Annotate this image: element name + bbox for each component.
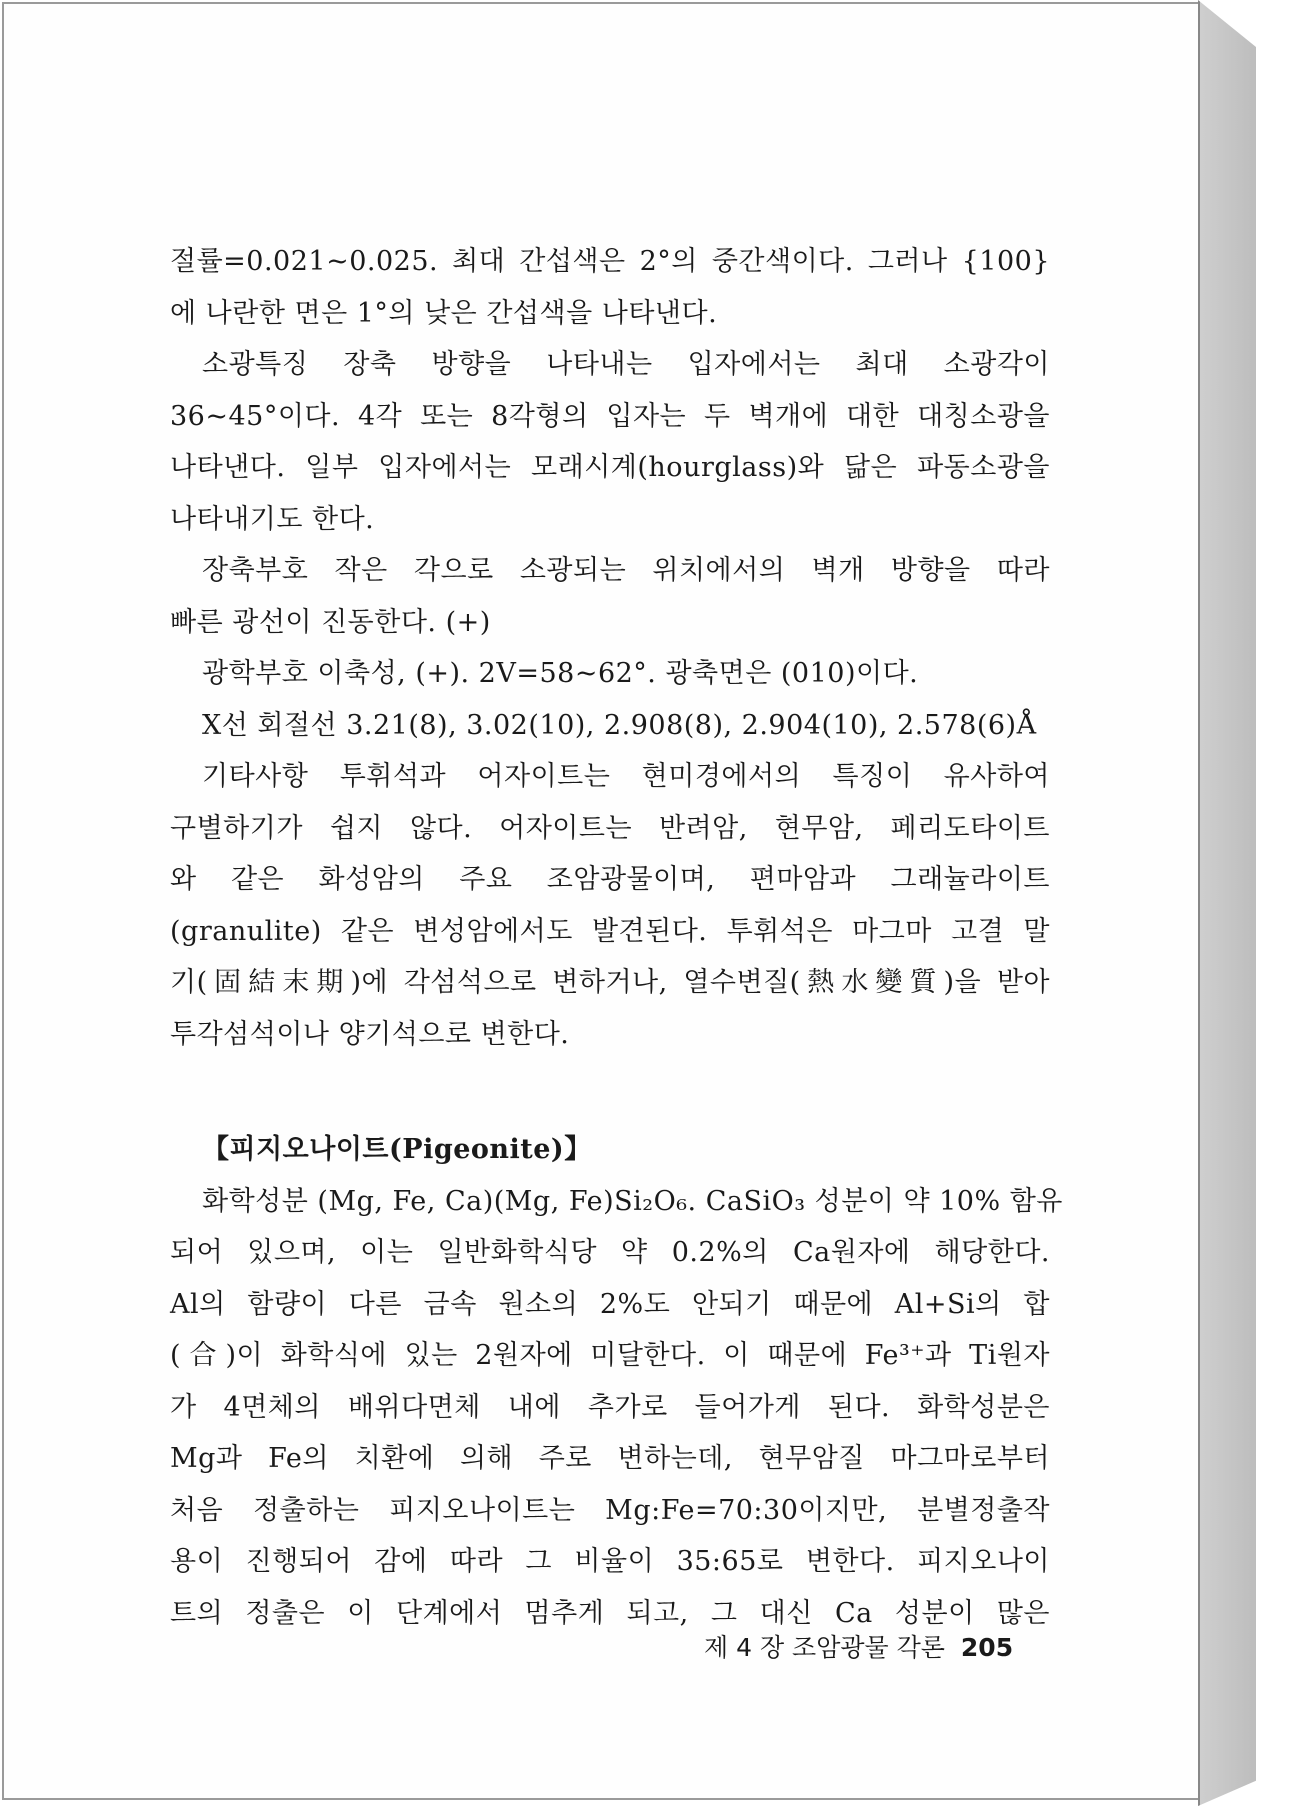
text-line: 소광특징 장축 방향을 나타내는 입자에서는 최대 소광각이 bbox=[202, 349, 1050, 380]
text-line: 빠른 광선이 진동한다. (+) bbox=[170, 606, 491, 638]
page-footer bbox=[704, 1628, 1013, 1664]
text-line: X선 회절선 3.21(8), 3.02(10), 2.908(8), 2.904(10), 2.578(6)Å bbox=[202, 709, 1037, 741]
text-line: 트의 정출은 이 단계에서 멈추게 되고, 그 대신 Ca 성분이 많은 bbox=[170, 1597, 1050, 1629]
text-line: 투각섬석이나 양기석으로 변한다. bbox=[170, 1018, 570, 1050]
text-line: 나타낸다. 일부 입자에서는 모래시계(hourglass)와 닮은 파동소광을 bbox=[170, 452, 1050, 483]
text-line: (granulite) 같은 변성암에서도 발견된다. 투휘석은 마그마 고결 말 bbox=[170, 915, 1050, 947]
text-line: 기(固結末期)에 각섬석으로 변하거나, 열수변질(熱水變質)을 받아 bbox=[170, 967, 1050, 998]
text-line: 광학부호 이축성, (+). 2V=58~62°. 광축면은 (010)이다. bbox=[202, 658, 919, 689]
text-line: 화학성분 (Mg, Fe, Ca)(Mg, Fe)Si₂O₆. CaSiO₃ 성분이 약 10% 함유 bbox=[202, 1185, 1063, 1217]
text-line: Mg과 Fe의 치환에 의해 주로 변하는데, 현무암질 마그마로부터 bbox=[170, 1443, 1050, 1474]
page-number: 205 bbox=[960, 1633, 1014, 1662]
text-line: 기타사항 투휘석과 어자이트는 현미경에서의 특징이 유사하여 bbox=[202, 761, 1050, 792]
text-line: 용이 진행되어 감에 따라 그 비율이 35:65로 변한다. 피지오나이 bbox=[170, 1546, 1050, 1577]
text-line: 에 나란한 면은 1°의 낮은 간섭색을 나타낸다. bbox=[170, 297, 718, 329]
text-line: 가 4면체의 배위다면체 내에 추가로 들어가게 된다. 화학성분은 bbox=[170, 1391, 1050, 1423]
page-stack-edge-outline bbox=[1198, 0, 1258, 1806]
text-line: (合)이 화학식에 있는 2원자에 미달한다. 이 때문에 Fe³⁺과 Ti원자 bbox=[170, 1340, 1050, 1371]
text-line: 처음 정출하는 피지오나이트는 Mg:Fe=70:30이지만, 분별정출작 bbox=[170, 1494, 1050, 1526]
section-gap bbox=[170, 1060, 1050, 1124]
section-heading: 【피지오나이트(Pigeonite)】 bbox=[202, 1134, 592, 1165]
page-body bbox=[170, 236, 1063, 1639]
text-line: 되어 있으며, 이는 일반화학식당 약 0.2%의 Ca원자에 해당한다. bbox=[170, 1237, 1050, 1268]
text-line: 구별하기가 쉽지 않다. 어자이트는 반려암, 현무암, 페리도타이트 bbox=[170, 812, 1050, 844]
text-line: 36~45°이다. 4각 또는 8각형의 입자는 두 벽개에 대한 대칭소광을 bbox=[170, 400, 1050, 432]
text-line: 나타내기도 한다. bbox=[170, 503, 375, 535]
text-line: Al의 함량이 다른 금속 원소의 2%도 안되기 때문에 Al+Si의 합 bbox=[170, 1288, 1050, 1320]
text-line: 와 같은 화성암의 주요 조암광물이며, 편마암과 그래뉼라이트 bbox=[170, 864, 1050, 895]
text-line: 장축부호 작은 각으로 소광되는 위치에서의 벽개 방향을 따라 bbox=[202, 555, 1050, 586]
text-line: 절률=0.021~0.025. 최대 간섭색은 2°의 중간색이다. 그러나 {100} bbox=[170, 246, 1050, 277]
chapter-title: 제 4 장 조암광물 각론 bbox=[704, 1633, 945, 1662]
